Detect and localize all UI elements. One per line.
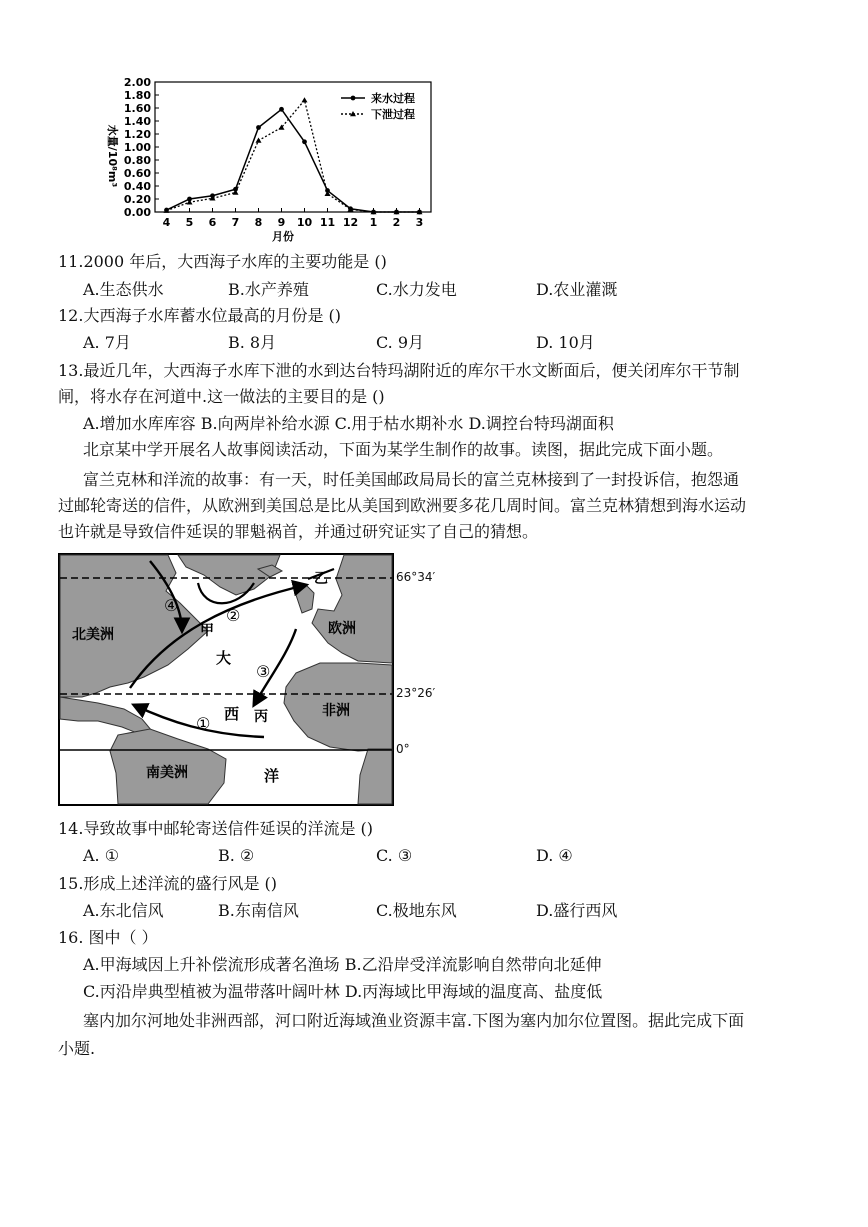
label-current-3: ③ <box>256 662 271 681</box>
q13-options[interactable]: A.增加水库库容 B.向两岸补给水源 C.用于枯水期补水 D.调控台特玛湖面积 <box>83 414 614 433</box>
label-current-4: ④ <box>164 596 179 615</box>
y-tick-label: 1.60 <box>123 102 151 115</box>
q15-option-a[interactable]: A.东北信风 <box>83 901 164 920</box>
label-current-2: ② <box>226 606 241 625</box>
q11-option-a[interactable]: A.生态供水 <box>83 280 164 299</box>
lat-label-arctic: 66°34′ <box>396 570 436 584</box>
q11-option-d[interactable]: D.农业灌溉 <box>536 280 618 299</box>
x-tick-label: 3 <box>415 216 424 229</box>
x-tick-label: 12 <box>342 216 359 229</box>
x-tick-label: 2 <box>392 216 401 229</box>
x-tick-label: 10 <box>296 216 313 229</box>
x-tick-label: 7 <box>231 216 240 229</box>
q13-stem-line1: 13.最近几年，大西海子水库下泄的水到达台特玛湖附近的库尔干水文断面后，便关闭库尔干节制 <box>58 361 740 380</box>
q12-option-a[interactable]: A. 7月 <box>83 333 131 352</box>
x-tick-label: 1 <box>369 216 378 229</box>
senegal-intro-line1: 塞内加尔河地处非洲西部，河口附近海域渔业资源丰富.下图为塞内加尔位置图。据此完成下面 <box>83 1011 745 1030</box>
atlantic-currents-map <box>58 553 394 806</box>
series-1-point <box>256 125 261 130</box>
series-1-point <box>302 139 307 144</box>
label-bing: 丙 <box>254 709 268 725</box>
x-tick-label: 9 <box>277 216 286 229</box>
q14-stem: 14.导致故事中邮轮寄送信件延误的洋流是 () <box>58 819 374 838</box>
legend-label-1: 来水过程 <box>371 92 415 105</box>
x-axis-label: 月份 <box>272 230 294 243</box>
q11-option-b[interactable]: B.水产养殖 <box>228 280 309 299</box>
x-tick-label: 5 <box>185 216 194 229</box>
label-north-america: 北美洲 <box>72 627 114 643</box>
q11-option-c[interactable]: C.水力发电 <box>376 280 457 299</box>
story-line3: 也许就是导致信件延误的罪魁祸首，并通过研究证实了自己的猜想。 <box>58 522 539 541</box>
reading-intro: 北京某中学开展名人故事阅读活动，下面为某学生制作的故事。读图，据此完成下面小题。 <box>83 440 724 459</box>
label-yi: 乙 <box>314 571 328 587</box>
legend-label-2: 下泄过程 <box>371 108 415 121</box>
label-ocean-yang: 洋 <box>264 767 280 785</box>
senegal-intro-line2: 小题. <box>58 1039 96 1058</box>
label-current-1: ① <box>196 714 211 733</box>
lat-label-equator: 0° <box>396 742 410 756</box>
q16-options-ab[interactable]: A.甲海域因上升补偿流形成著名渔场 B.乙沿岸受洋流影响自然带向北延伸 <box>83 955 602 974</box>
q14-option-b[interactable]: B. ② <box>218 846 255 865</box>
series-2-point <box>256 138 262 143</box>
label-ocean-xi: 西 <box>224 705 240 723</box>
y-tick-label: 0.00 <box>123 206 151 219</box>
q11-stem: 11.2000 年后，大西海子水库的主要功能是 () <box>58 252 387 271</box>
series-2-point <box>302 97 308 102</box>
q14-option-c[interactable]: C. ③ <box>376 846 413 865</box>
q15-option-c[interactable]: C.极地东风 <box>376 901 457 920</box>
story-line2: 过邮轮寄送的信件，从欧洲到美国总是比从美国到欧洲要多花几周时间。富兰克林猜想到海水运动 <box>58 496 747 515</box>
q15-stem: 15.形成上述洋流的盛行风是 () <box>58 874 278 893</box>
y-tick-label: 2.00 <box>123 76 151 89</box>
label-africa: 非洲 <box>322 703 350 719</box>
q16-stem: 16. 图中（ ） <box>58 928 158 947</box>
x-tick-label: 11 <box>319 216 336 229</box>
story-line1: 富兰克林和洋流的故事：有一天，时任美国邮政局局长的富兰克林接到了一封投诉信，抱怨通 <box>83 470 740 489</box>
q16-options-cd[interactable]: C.丙沿岸典型植被为温带落叶阔叶林 D.丙海域比甲海域的温度高、盐度低 <box>83 982 603 1001</box>
label-jia: 甲 <box>200 623 214 639</box>
q14-option-a[interactable]: A. ① <box>83 846 120 865</box>
q14-option-d[interactable]: D. ④ <box>536 846 573 865</box>
water-volume-chart <box>95 76 455 248</box>
q12-option-b[interactable]: B. 8月 <box>228 333 277 352</box>
series-line-1 <box>167 109 420 212</box>
y-axis-label: 水量/10⁸m³ <box>106 124 119 188</box>
q15-option-d[interactable]: D.盛行西风 <box>536 901 618 920</box>
x-tick-label: 4 <box>162 216 171 229</box>
q12-option-c[interactable]: C. 9月 <box>376 333 425 352</box>
q13-stem-line2: 闸，将水存在河道中.这一做法的主要目的是 () <box>58 387 385 406</box>
y-tick-label: 1.20 <box>123 128 151 141</box>
y-tick-label: 0.40 <box>123 180 151 193</box>
label-europe: 欧洲 <box>328 621 356 637</box>
label-ocean-da: 大 <box>216 649 232 667</box>
x-tick-label: 8 <box>254 216 263 229</box>
y-tick-label: 0.20 <box>123 193 151 206</box>
q12-option-d[interactable]: D. 10月 <box>536 333 595 352</box>
label-south-america: 南美洲 <box>146 765 188 781</box>
y-tick-label: 0.60 <box>123 167 151 180</box>
q15-option-b[interactable]: B.东南信风 <box>218 901 299 920</box>
q12-stem: 12.大西海子水库蓄水位最高的月份是 () <box>58 306 342 325</box>
series-1-point <box>279 107 284 112</box>
y-tick-label: 1.80 <box>123 89 151 102</box>
x-tick-label: 6 <box>208 216 217 229</box>
y-tick-label: 1.00 <box>123 141 151 154</box>
y-tick-label: 0.80 <box>123 154 151 167</box>
legend-marker-1 <box>351 96 356 101</box>
lat-label-tropic: 23°26′ <box>396 686 436 700</box>
y-tick-label: 1.40 <box>123 115 151 128</box>
